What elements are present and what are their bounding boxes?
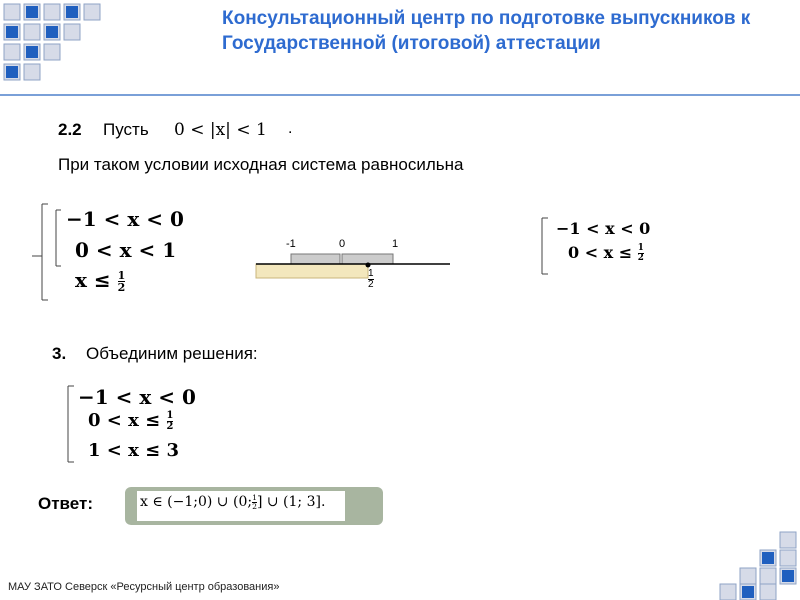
system1-row3-prefix: x ≤ bbox=[75, 268, 111, 292]
system2-row2-fraction bbox=[638, 244, 644, 263]
number-line-label-half bbox=[368, 269, 374, 290]
number-line-label-minus1: -1 bbox=[286, 238, 296, 250]
fraction-denominator: 2 bbox=[368, 279, 374, 290]
system3-row1: −1 < x < 0 bbox=[78, 385, 196, 409]
system3-row2 bbox=[88, 410, 173, 431]
answer-suffix: ] ∪ (1; 3]. bbox=[256, 494, 326, 511]
system2-row2 bbox=[568, 243, 644, 263]
system1-bracket bbox=[28, 200, 68, 304]
fraction-denominator: 2 bbox=[252, 501, 257, 511]
condition-dot: . bbox=[288, 120, 293, 137]
system3-row2-prefix: 0 < x ≤ bbox=[88, 410, 161, 431]
system3-row3: 1 < x ≤ 3 bbox=[88, 440, 180, 461]
system3-row2-fraction bbox=[167, 411, 174, 432]
answer-prefix: x ∈ (−1;0) ∪ (0; bbox=[140, 494, 253, 511]
section-3-text: Объединим решения: bbox=[86, 344, 258, 363]
fraction-numerator: 1 bbox=[166, 409, 174, 421]
system1-row1: −1 < x < 0 bbox=[66, 207, 184, 231]
fraction-denominator: 2 bbox=[166, 420, 174, 432]
fraction-numerator: 1 bbox=[252, 493, 257, 502]
title-divider bbox=[0, 94, 800, 96]
system2-row1: −1 < x < 0 bbox=[556, 219, 651, 238]
answer-formula bbox=[140, 494, 325, 510]
fraction-denominator: 2 bbox=[117, 281, 126, 294]
system2-bracket bbox=[536, 216, 550, 276]
fraction-numerator: 1 bbox=[117, 269, 126, 282]
section-2-2-statement: При таком условии исходная система равносильна bbox=[58, 155, 464, 174]
number-line-label-0: 0 bbox=[339, 238, 346, 250]
system2-row2-prefix: 0 < x ≤ bbox=[568, 243, 633, 262]
corner-decoration-bottom-right bbox=[712, 530, 800, 600]
system1-row3 bbox=[75, 268, 125, 293]
section-3-number: 3. bbox=[52, 344, 67, 363]
condition-formula: 0 < |x| < 1 bbox=[174, 120, 267, 140]
system3-bracket bbox=[62, 384, 76, 464]
title-line-2: Государственной (итоговой) аттестации bbox=[222, 33, 601, 54]
number-line bbox=[250, 232, 460, 292]
corner-decoration-top-left bbox=[0, 0, 110, 92]
system1-row2: 0 < x < 1 bbox=[75, 238, 177, 262]
footer-text: МАУ ЗАТО Северск «Ресурсный центр образования» bbox=[8, 581, 280, 593]
fraction-numerator: 1 bbox=[368, 268, 374, 279]
answer-label: Ответ: bbox=[38, 494, 93, 513]
number-line-label-1: 1 bbox=[392, 238, 399, 250]
fraction-denominator: 2 bbox=[637, 253, 644, 263]
title-line-1: Консультационный центр по подготовке выпускников к bbox=[222, 8, 751, 29]
fraction-numerator: 1 bbox=[637, 243, 644, 254]
section-2-2-lead: Пусть bbox=[103, 120, 149, 139]
section-2-2-number: 2.2 bbox=[58, 120, 82, 139]
system1-row3-fraction bbox=[118, 270, 126, 293]
page-title bbox=[222, 6, 782, 56]
